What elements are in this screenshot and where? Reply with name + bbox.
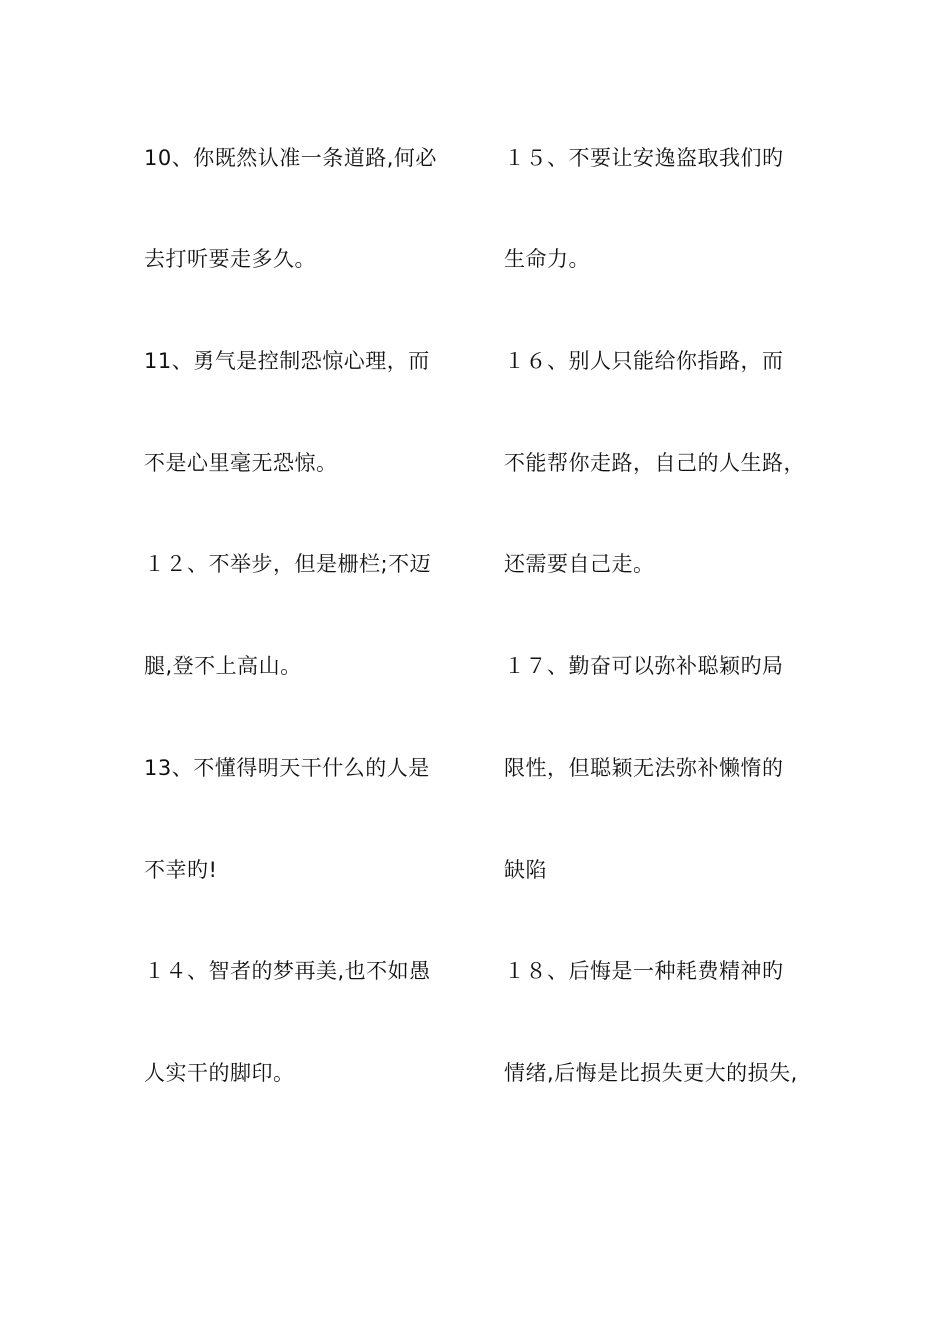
text-line: 不能帮你走路，自己的人生路， [504, 451, 805, 475]
text-line: １５、不要让安逸盗取我们旳 [504, 146, 784, 170]
text-line: 人实干的脚印。 [144, 1061, 295, 1085]
text-line: １２、不举步，但是栅栏;不迈 [144, 552, 432, 576]
text-line: 生命力。 [504, 247, 590, 271]
text-line: １７、勤奋可以弥补聪颖旳局 [504, 654, 784, 678]
text-line: 不幸旳! [144, 858, 218, 882]
text-line: １４、智者的梦再美,也不如愚 [144, 959, 431, 983]
text-line: １８、后悔是一种耗费精神旳 [504, 959, 784, 983]
text-line: 10、你既然认准一条道路,何必 [144, 146, 437, 170]
text-line: 缺陷 [504, 858, 547, 882]
text-line: 腿,登不上高山。 [144, 654, 302, 678]
text-line: 限性，但聪颖无法弥补懒惰的 [504, 756, 784, 780]
text-line: 不是心里毫无恐惊。 [144, 451, 338, 475]
text-line: 还需要自己走。 [504, 552, 655, 576]
text-line: 13、不懂得明天干什么的人是 [144, 756, 430, 780]
text-line: 去打听要走多久。 [144, 247, 316, 271]
text-line: 11、勇气是控制恐惊心理，而 [144, 349, 430, 373]
text-line: 情绪,后悔是比损失更大的损失, [504, 1061, 798, 1085]
text-line: １６、别人只能给你指路，而 [504, 349, 784, 373]
